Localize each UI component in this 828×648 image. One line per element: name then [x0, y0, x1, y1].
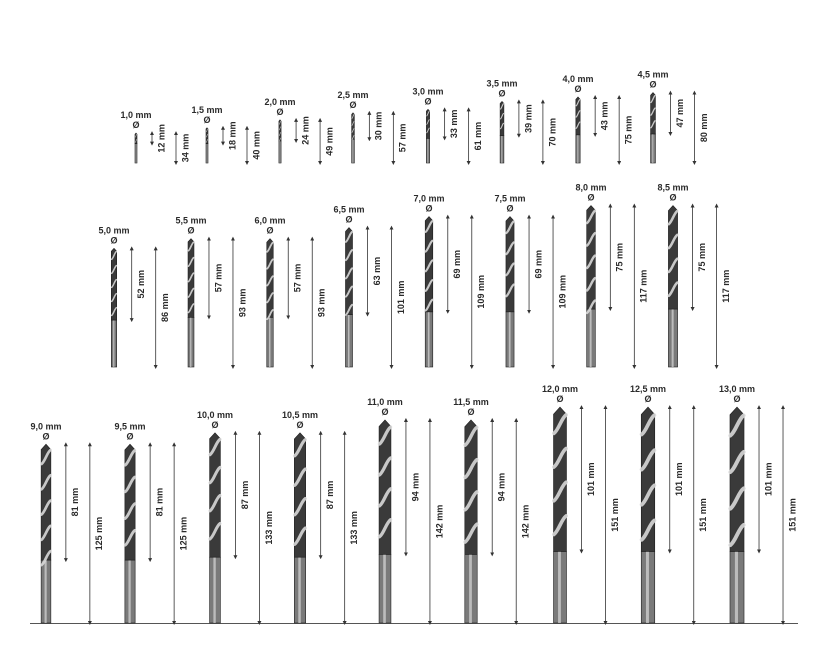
flute-length-label: 101 mm: [674, 462, 685, 497]
drill-bit: [254, 216, 326, 367]
diameter-symbol: Ø: [381, 406, 389, 417]
diameter-label: 13,0 mm: [718, 384, 756, 395]
flute-length-label: 30 mm: [373, 111, 384, 141]
diameter-symbol: Ø: [110, 235, 118, 246]
diameter-label: 8,5 mm: [657, 182, 689, 193]
drill-bit: [120, 110, 190, 163]
diameter-symbol: Ø: [349, 99, 357, 110]
drill-bit: [264, 97, 334, 163]
diameter-symbol: Ø: [556, 394, 564, 405]
diameter-label: 7,0 mm: [413, 193, 445, 204]
flute-length-label: 69 mm: [533, 249, 544, 279]
diameter-label: 7,5 mm: [494, 193, 526, 204]
diameter-label: 4,5 mm: [637, 69, 669, 80]
total-length-label: 133 mm: [349, 511, 360, 545]
diameter-symbol: Ø: [574, 84, 582, 94]
diameter-symbol: Ø: [266, 225, 274, 236]
diameter-label: 3,5 mm: [486, 78, 518, 89]
shank-highlight: [646, 552, 649, 624]
shank-highlight: [509, 312, 511, 367]
total-length-label: 142 mm: [520, 504, 531, 539]
row-2: [98, 183, 730, 367]
flute-length-label: 18 mm: [227, 121, 238, 150]
drill-bit: [337, 90, 407, 163]
total-length-label: 109 mm: [476, 275, 487, 309]
shank-highlight: [590, 309, 592, 367]
diameter-label: 6,0 mm: [254, 215, 286, 226]
total-length-label: 80 mm: [698, 113, 709, 143]
drill-bit: [562, 74, 633, 163]
flute-length-label: 33 mm: [448, 109, 459, 139]
diameter-label: 4,0 mm: [562, 74, 594, 84]
flute-length-label: 43 mm: [599, 101, 610, 131]
total-length-label: 75 mm: [623, 115, 634, 145]
flute-length-label: 63 mm: [371, 256, 382, 286]
shank-highlight: [128, 560, 130, 623]
drill-bit: [719, 384, 797, 623]
flute-length-label: 87 mm: [325, 480, 336, 510]
drill-bit: [486, 78, 557, 163]
total-length-label: 151 mm: [698, 498, 709, 532]
drill-bit: [453, 397, 530, 623]
drill-bit: [367, 397, 444, 623]
total-length-label: 49 mm: [324, 127, 335, 156]
total-length-label: 40 mm: [251, 131, 262, 160]
shank-highlight: [558, 552, 561, 624]
diameter-symbol: Ø: [587, 192, 595, 203]
diameter-symbol: Ø: [126, 431, 134, 442]
shank-highlight: [428, 312, 430, 367]
shank-highlight: [353, 139, 354, 163]
shank-highlight: [190, 317, 191, 367]
diameter-label: 2,5 mm: [337, 89, 369, 100]
flute-length-label: 101 mm: [763, 462, 774, 497]
diameter-symbol: Ø: [345, 214, 353, 225]
diameter-symbol: Ø: [733, 394, 741, 405]
total-length-label: 57 mm: [397, 123, 408, 153]
diameter-label: 1,0 mm: [120, 110, 152, 121]
shank-highlight: [735, 552, 738, 624]
shank-highlight: [269, 317, 270, 367]
diameter-label: 1,5 mm: [191, 104, 223, 115]
diameter-label: 11,5 mm: [453, 396, 489, 407]
shank-highlight: [136, 144, 137, 163]
diameter-symbol: Ø: [203, 114, 211, 125]
total-length-label: 133 mm: [263, 511, 274, 545]
diameter-symbol: Ø: [276, 106, 284, 117]
shank-highlight: [652, 134, 653, 163]
flute-length-label: 52 mm: [136, 269, 147, 299]
total-length-label: 93 mm: [316, 288, 327, 318]
flute-length-label: 94 mm: [410, 472, 421, 502]
drill-bit: [494, 194, 567, 367]
diameter-label: 3,0 mm: [412, 86, 444, 97]
drill-bit: [282, 410, 359, 623]
row-1: [120, 70, 708, 163]
drill-bit: [333, 205, 405, 367]
drill-bit: [630, 384, 708, 623]
flute-length-label: 75 mm: [614, 243, 625, 272]
diameter-symbol: Ø: [669, 192, 677, 203]
drill-bit: [114, 421, 188, 623]
drill-bit: [542, 384, 620, 623]
diameter-symbol: Ø: [211, 419, 219, 430]
drill-bit: [175, 216, 247, 367]
diameter-label: 10,0 mm: [196, 409, 234, 420]
row-3: [30, 384, 798, 623]
flute-length-label: 24 mm: [300, 116, 311, 145]
total-length-label: 34 mm: [180, 133, 191, 163]
flute-length-label: 39 mm: [523, 104, 534, 133]
total-length-label: 151 mm: [787, 498, 798, 532]
drill-bit: [412, 86, 483, 163]
diameter-symbol: Ø: [425, 203, 433, 214]
shank-highlight: [113, 320, 114, 367]
diameter-label: 12,5 mm: [629, 384, 667, 395]
diameter-label: 6,5 mm: [333, 204, 365, 215]
flute-length-label: 94 mm: [496, 472, 507, 502]
total-length-label: 151 mm: [609, 498, 620, 532]
shank-highlight: [298, 557, 300, 623]
diameter-symbol: Ø: [467, 406, 475, 417]
diameter-symbol: Ø: [187, 225, 195, 236]
drill-bit: [197, 410, 274, 623]
total-length-label: 142 mm: [434, 504, 445, 539]
shank-highlight: [348, 315, 350, 367]
total-length-label: 61 mm: [472, 121, 483, 151]
diameter-symbol: Ø: [296, 419, 304, 430]
flute-length-label: 12 mm: [156, 124, 167, 153]
shank-highlight: [469, 554, 472, 623]
total-length-label: 125 mm: [178, 516, 189, 551]
diameter-symbol: Ø: [644, 394, 652, 405]
diameter-symbol: Ø: [424, 96, 432, 107]
drill-bit: [657, 183, 730, 367]
total-length-label: 70 mm: [547, 117, 558, 147]
diameter-label: 12,0 mm: [541, 384, 579, 395]
shank-highlight: [213, 557, 215, 623]
flute-length-label: 75 mm: [696, 243, 707, 272]
total-length-label: 86 mm: [160, 293, 171, 322]
diameter-label: 5,0 mm: [98, 225, 130, 236]
drill-bit: [191, 105, 261, 163]
diameter-label: 10,5 mm: [281, 409, 319, 420]
shank-highlight: [45, 560, 47, 623]
drill-bit: [413, 194, 486, 367]
shank-highlight: [428, 138, 429, 163]
shank-highlight: [672, 309, 674, 367]
diameter-symbol: Ø: [498, 88, 506, 99]
total-length-label: 117 mm: [720, 269, 731, 303]
shank-highlight: [280, 141, 281, 163]
total-length-label: 117 mm: [638, 269, 649, 303]
flute-length-label: 81 mm: [70, 487, 81, 517]
diameter-symbol: Ø: [506, 203, 514, 214]
flute-length-label: 101 mm: [585, 462, 596, 497]
total-length-label: 93 mm: [237, 288, 248, 318]
drill-bit: [575, 183, 648, 367]
flute-length-label: 57 mm: [292, 263, 303, 293]
diameter-label: 2,0 mm: [264, 96, 296, 107]
shank-highlight: [501, 136, 502, 163]
flute-length-label: 69 mm: [452, 249, 463, 279]
diameter-label: 8,0 mm: [575, 182, 607, 193]
diameter-label: 9,5 mm: [114, 421, 146, 432]
drill-bit: [637, 70, 708, 163]
diameter-symbol: Ø: [132, 120, 140, 131]
flute-length-label: 81 mm: [154, 487, 165, 517]
flute-length-label: 87 mm: [239, 480, 250, 510]
shank-highlight: [577, 135, 578, 163]
drill-bit: [30, 421, 104, 623]
flute-length-label: 47 mm: [674, 99, 685, 128]
diameter-label: 11,0 mm: [367, 396, 403, 407]
diameter-label: 9,0 mm: [30, 421, 62, 432]
shank-highlight: [383, 554, 386, 623]
shank-highlight: [207, 144, 208, 163]
diameter-symbol: Ø: [649, 79, 657, 90]
total-length-label: 109 mm: [557, 275, 568, 309]
total-length-label: 125 mm: [94, 516, 105, 551]
flute-length-label: 57 mm: [213, 263, 224, 293]
drill-bit: [98, 225, 170, 367]
diameter-symbol: Ø: [42, 431, 50, 442]
total-length-label: 101 mm: [395, 280, 406, 315]
diameter-label: 5,5 mm: [175, 215, 207, 226]
